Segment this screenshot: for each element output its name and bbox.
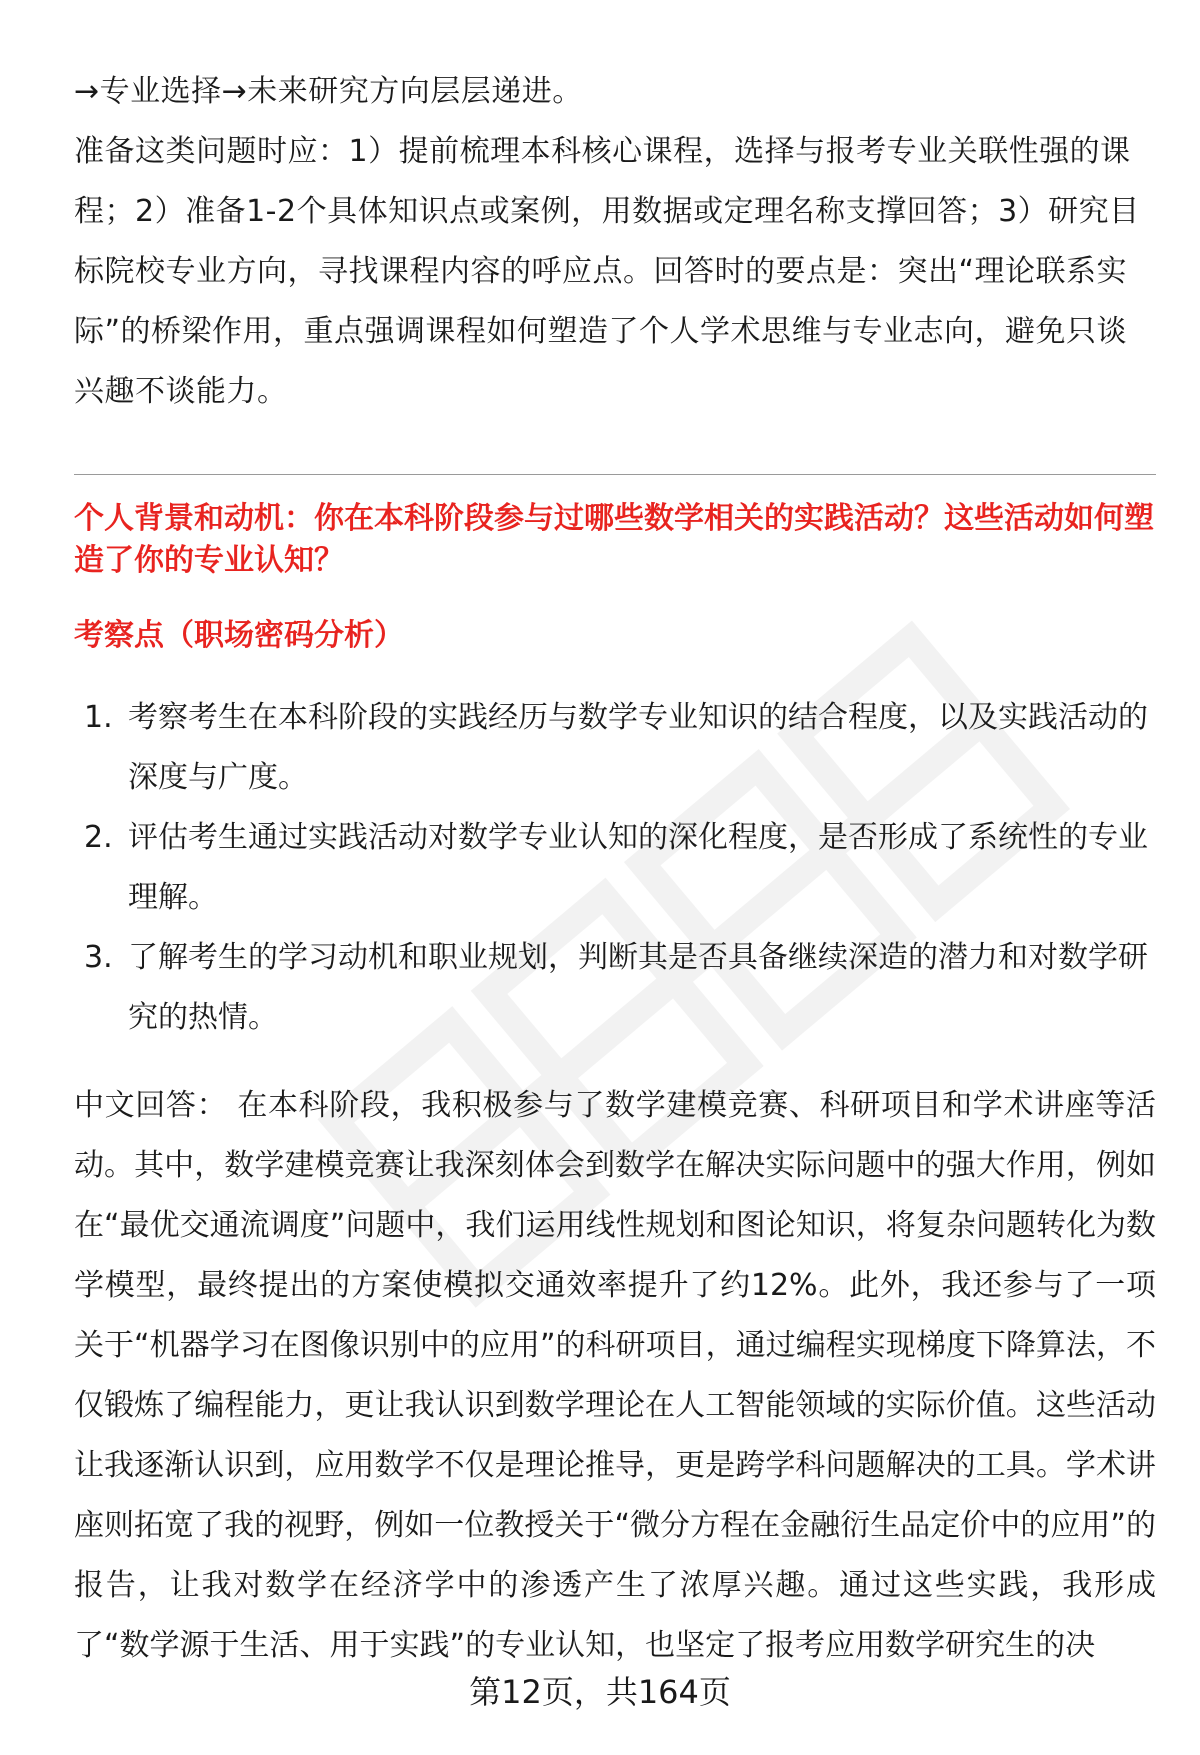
list-item: [74, 688, 1156, 808]
answer-paragraph: 中文回答： 在本科阶段，我积极参与了数学建模竞赛、科研项目和学术讲座等活动。其中，数学建模竞赛让我深刻体会到数学在解决实际问题中的强大作用，例如在“最优交通流调度”问题中，我们运用线性规划和图论知识，将复杂问题转化为数学模型，最终提出的方案使模拟交通效率提升了约12%。此外，我还参与了一项关于“机器学习在图像识别中的应用”的科研项目，通过编程实现梯度下降算法，不仅锻炼了编程能力，更让我认识到数学理论在人工智能领域的实际价值。这些活动让我逐渐认识到，应用数学不仅是理论推导，更是跨学科问题解决的工具。学术讲座则拓宽了我的视野，例如一位教授关于“微分方程在金融衍生品定价中的应用”的报告，让我对数学在经济学中的渗透产生了浓厚兴趣。通过这些实践，我形成了“数学源于生活、用于实践”的专业认知，也坚定了报考应用数学研究生的决: [74, 1088, 1156, 1663]
question-heading: 个人背景和动机：你在本科阶段参与过哪些数学相关的实践活动？这些活动如何塑造了你的专业认知？: [74, 501, 1154, 578]
section-divider: [74, 474, 1156, 475]
list-number: 1.: [84, 700, 113, 735]
list-item: [74, 928, 1156, 1048]
list-item: [74, 808, 1156, 928]
intro-section: [74, 62, 1144, 422]
intro-paragraph: 准备这类问题时应：1）提前梳理本科核心课程，选择与报考专业关联性强的课程；2）准备1-2个具体知识点或案例，用数据或定理名称支撑回答；3）研究目标院校专业方向，寻找课程内容的呼应点。回答时的要点是：突出“理论联系实际”的桥梁作用，重点强调课程如何塑造了个人学术思维与专业志向，避免只谈兴趣不谈能力。: [74, 134, 1140, 409]
intro-line: →专业选择→未来研究方向层层递进。: [74, 74, 583, 109]
list-number: 3.: [84, 940, 113, 975]
list-item-text: 了解考生的学习动机和职业规划，判断其是否具备继续深造的潜力和对数学研究的热情。: [128, 940, 1148, 1035]
page-number-footer: 第12页，共164页: [469, 1673, 731, 1711]
assessment-points-list: [74, 688, 1156, 1048]
list-item-text: 评估考生通过实践活动对数学专业认知的深化程度，是否形成了系统性的专业理解。: [128, 820, 1148, 915]
list-item-text: 考察考生在本科阶段的实践经历与数学专业知识的结合程度，以及实践活动的深度与广度。: [128, 700, 1148, 795]
list-number: 2.: [84, 820, 113, 855]
section-title: 考察点（职场密码分析）: [74, 618, 404, 653]
